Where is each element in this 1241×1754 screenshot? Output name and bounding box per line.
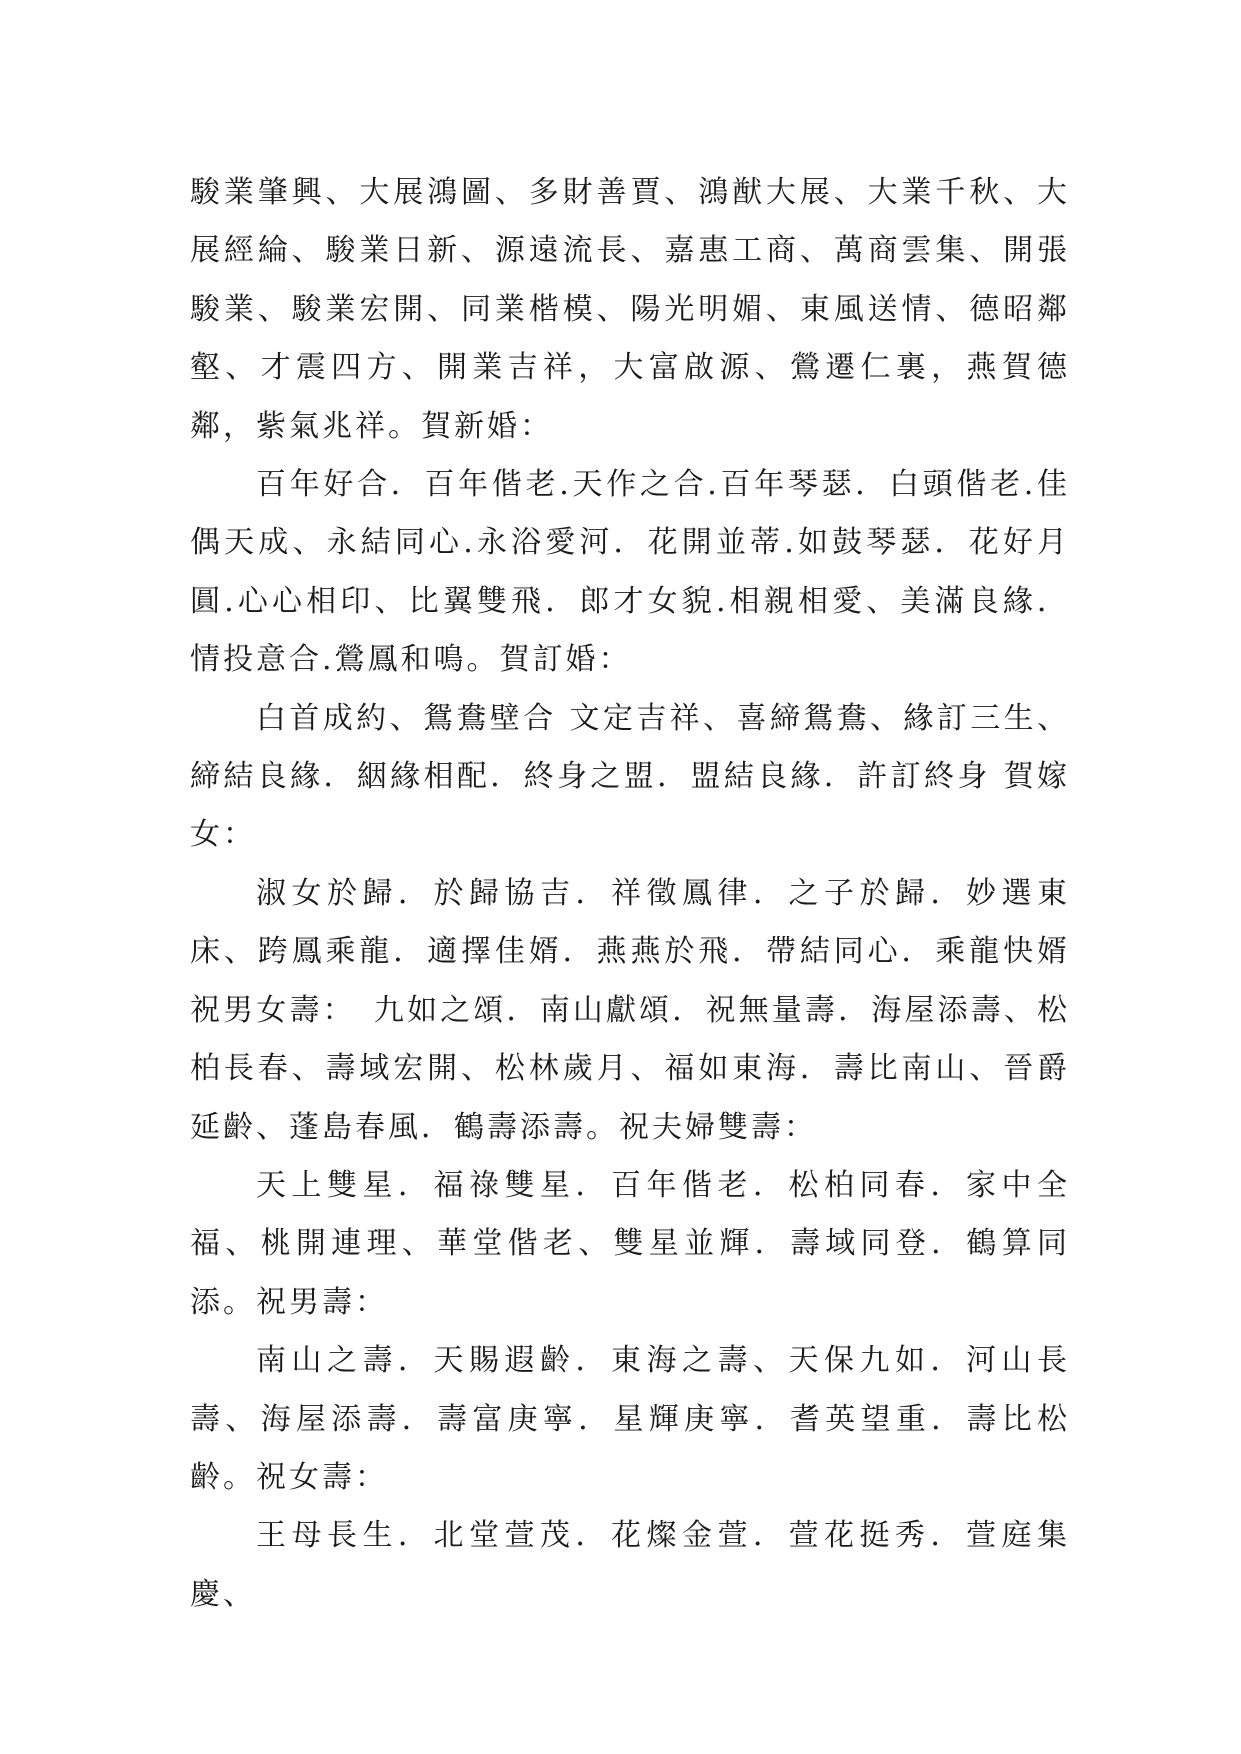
document-body: [190, 164, 1070, 1624]
paragraph-male-longevity-phrases: 南山之壽．天賜遐齡．東海之壽、天保九如．河山長壽、海屋添壽．壽富庚寧．星輝庚寧．耆英望重．壽比松齡。祝女壽：: [190, 1343, 1070, 1495]
paragraph-opening-congratulations: 駿業肇興、大展鴻圖、多財善賈、鴻猷大展、大業千秋、大展經綸、駿業日新、源遠流長、嘉惠工商、萬商雲集、開張駿業、駿業宏開、同業楷模、陽光明媚、東風送情、德昭鄰壑、才震四方、開業吉祥，大富啟源、鶯遷仁裏，燕賀德鄰，紫氣兆祥。賀新婚：: [190, 175, 1070, 444]
paragraph-couple-longevity-phrases: 天上雙星．福祿雙星．百年偕老．松柏同春．家中全福、桃開連理、華堂偕老、雙星並輝．壽域同登．鶴算同添。祝男壽：: [190, 1167, 1070, 1320]
paragraph-wedding-phrases: 百年好合．百年偕老.天作之合.百年琴瑟．白頭偕老.佳偶天成、永結同心.永浴愛河．花開並蒂.如鼓琴瑟．花好月圓.心心相印、比翼雙飛．郎才女貌.相親相愛、美滿良緣．情投意合.鶯鳳和鳴。賀訂婚：: [190, 467, 1070, 678]
paragraph-engagement-phrases: 白首成約、鴛鴦壁合 文定吉祥、喜締鴛鴦、緣訂三生、締結良緣．絪緣相配．終身之盟．盟結良緣．許訂終身 賀嫁女：: [190, 700, 1070, 853]
paragraph-daughter-marriage-phrases: 淑女於歸．於歸協吉．祥徵鳳律．之子於歸．妙選東床、跨鳳乘龍．適擇佳婿．燕燕於飛．帶結同心．乘龍快婿 祝男女壽： 九如之頌．南山獻頌．祝無量壽．海屋添壽、松柏長春、壽域宏開、松林歲月、福如東海．壽比南山、晉爵延齡、蓬島春風．鶴壽添壽。祝夫婦雙壽：: [190, 875, 1070, 1145]
paragraph-female-longevity-phrases: 王母長生．北堂萱茂．花燦金萱．萱花挺秀．萱庭集慶、: [190, 1518, 1070, 1612]
